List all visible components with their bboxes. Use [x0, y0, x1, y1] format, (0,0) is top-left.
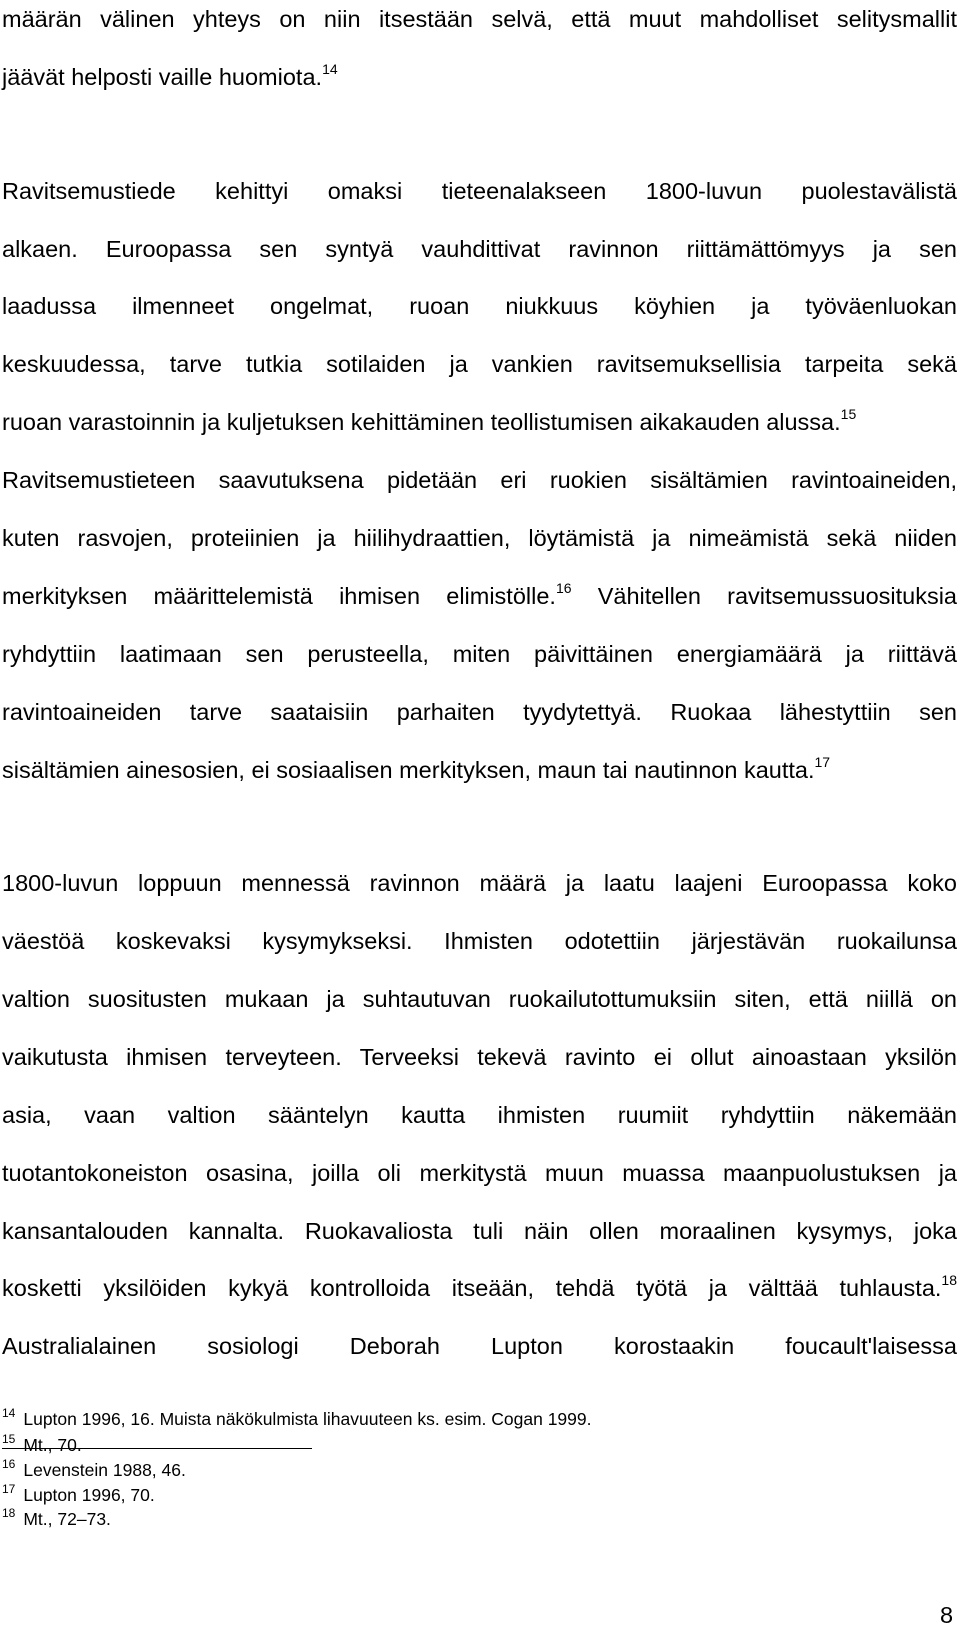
text-line	[2, 756, 830, 784]
text-line	[2, 985, 957, 1013]
text-line	[2, 350, 957, 378]
page-number: 8	[940, 1602, 954, 1628]
text-line	[2, 5, 957, 33]
text-line	[2, 408, 856, 436]
line-text: alkaen. Euroopassa sen syntyä vauhdittivat ravinnon riittämättömyys ja sen	[2, 236, 957, 262]
text-line	[2, 1043, 957, 1071]
line-text: laadussa ilmenneet ongelmat, ruoan niukkuus köyhien ja työväenluokan	[2, 293, 957, 319]
line-text: sisältämien ainesosien, ei sosiaalisen merkityksen, maun tai nautinnon kautta.	[2, 757, 815, 783]
text-line	[2, 177, 957, 205]
line-text: Australialainen sosiologi Deborah Lupton korostaakin foucault'laisessa	[2, 1333, 957, 1359]
footnote-item	[2, 1434, 82, 1456]
text-line	[2, 1217, 957, 1245]
text-line	[2, 582, 957, 610]
text-line	[2, 1101, 957, 1129]
footnote-number: 15	[2, 1432, 16, 1446]
line-text: 1800-luvun loppuun mennessä ravinnon määrä ja laatu laajeni Euroopassa koko	[2, 870, 957, 896]
footnote-text: Lupton 1996, 70.	[23, 1485, 155, 1505]
footnote-ref: 15	[840, 406, 857, 422]
footnote-item	[2, 1508, 111, 1530]
footnote-item	[2, 1408, 592, 1430]
line-text: ruoan varastoinnin ja kuljetuksen kehittäminen teollistumisen aikakauden alussa.	[2, 409, 841, 435]
line-text: tuotantokoneiston osasina, joilla oli merkitystä muun muassa maanpuolustuksen ja	[2, 1160, 957, 1186]
footnote-number: 16	[2, 1457, 16, 1471]
line-text: keskuudessa, tarve tutkia sotilaiden ja vankien ravitsemuksellisia tarpeita sekä	[2, 351, 957, 377]
line-text: kuten rasvojen, proteiinien ja hiilihydraattien, löytämistä ja nimeämistä sekä niiden	[2, 525, 957, 551]
footnote-text: Mt., 72–73.	[23, 1509, 111, 1529]
line-text: merkityksen määrittelemistä ihmisen elimistölle.	[2, 583, 556, 609]
text-line	[2, 524, 957, 552]
line-text: jäävät helposti vaille huomiota.	[2, 64, 323, 90]
text-line	[2, 235, 957, 263]
text-line	[2, 1159, 957, 1187]
footnote-item	[2, 1459, 186, 1481]
line-text: ryhdyttiin laatimaan sen perusteella, miten päivittäinen energiamäärä ja riittävä	[2, 641, 957, 667]
footnote-number: 18	[2, 1506, 16, 1520]
text-line	[2, 640, 957, 668]
footnote-ref: 16	[555, 580, 572, 596]
line-text: kansantalouden kannalta. Ruokavaliosta tuli näin ollen moraalinen kysymys, joka	[2, 1218, 957, 1244]
line-text: asia, vaan valtion sääntelyn kautta ihmisten ruumiit ryhdyttiin näkemään	[2, 1102, 957, 1128]
text-line	[2, 466, 957, 494]
line-text: Ravitsemustiede kehittyi omaksi tieteenalakseen 1800-luvun puolestavälistä	[2, 178, 957, 204]
line-text: ravintoaineiden tarve saataisiin parhaiten tyydytettyä. Ruokaa lähestyttiin sen	[2, 699, 957, 725]
footnote-number: 17	[2, 1482, 16, 1496]
line-text: valtion suositusten mukaan ja suhtautuvan ruokailutottumuksiin siten, että niillä on	[2, 986, 957, 1012]
footnote-ref: 18	[941, 1272, 957, 1288]
text-line	[2, 927, 957, 955]
text-line	[2, 869, 957, 897]
footnote-text: Levenstein 1988, 46.	[23, 1460, 186, 1480]
footnote-text: Mt., 70.	[23, 1435, 82, 1455]
line-text-continued: Vähitellen ravitsemussuosituksia	[571, 583, 957, 609]
line-text: määrän välinen yhteys on niin itsestään selvä, että muut mahdolliset selitysmallit	[2, 6, 957, 32]
text-line	[2, 1274, 957, 1302]
text-line	[2, 698, 957, 726]
footnote-ref: 17	[814, 754, 831, 770]
footnote-item	[2, 1484, 155, 1506]
line-text: väestöä koskevaksi kysymykseksi. Ihmisten odotettiin järjestävän ruokailunsa	[2, 928, 957, 954]
footnote-text: Lupton 1996, 16. Muista näkökulmista lihavuuteen ks. esim. Cogan 1999.	[23, 1409, 592, 1429]
text-line	[2, 292, 957, 320]
text-line	[2, 1332, 957, 1360]
text-line	[2, 63, 338, 91]
footnote-number: 14	[2, 1406, 16, 1420]
line-text: vaikutusta ihmisen terveyteen. Terveeksi tekevä ravinto ei ollut ainoastaan yksilön	[2, 1044, 957, 1070]
footnote-ref: 14	[322, 61, 338, 77]
line-text: kosketti yksilöiden kykyä kontrolloida itseään, tehdä työtä ja välttää tuhlausta.	[2, 1275, 942, 1301]
line-text: Ravitsemustieteen saavutuksena pidetään eri ruokien sisältämien ravintoaineiden,	[2, 467, 957, 493]
